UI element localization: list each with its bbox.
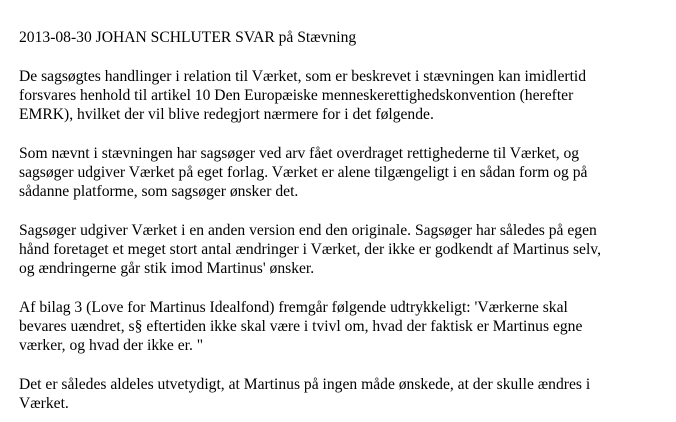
paragraph-line: EMRK), hvilket der vil blive redegjort nærmere for i det følgende. <box>19 106 434 123</box>
paragraph-line: bevares uændret, s§ eftertiden ikke skal være i tvivl om, hvad der faktisk er Martinus egne <box>19 318 583 335</box>
paragraph-line: Som nævnt i stævningen har sagsøger ved arv fået overdraget rettighederne til Værket, og <box>19 145 580 162</box>
paragraph-gap <box>19 355 669 375</box>
paragraph-line: forsvares henhold til artikel 10 Den Europæiske menneskerettighedskonvention (herefter <box>19 87 574 104</box>
paragraph-line: sagsøger udgiver Værket på eget forlag. Værket er alene tilgængeligt i en sådan form og på <box>19 164 588 181</box>
paragraph-line: hånd foretaget et meget stort antal ændringer i Værket, der ikke er godkendt af Martinus selv, <box>19 241 601 258</box>
paragraph-line: Af bilag 3 (Love for Martinus Idealfond) fremgår følgende udtrykkeligt: 'Værkerne skal <box>19 299 568 316</box>
paragraph-line: Værket. <box>19 395 69 412</box>
paragraph-gap <box>19 278 669 298</box>
paragraph-line: og ændringerne går stik imod Martinus' ønsker. <box>19 260 315 277</box>
paragraph-line: sådanne platforme, som sagsøger ønsker det. <box>19 183 299 200</box>
paragraph-gap <box>19 124 669 144</box>
paragraph-line: De sagsøgtes handlinger i relation til Værket, som er beskrevet i stævningen kan imidlertid <box>19 68 587 85</box>
document-title: 2013-08-30 JOHAN SCHLUTER SVAR på Stævning <box>19 29 357 46</box>
paragraph-line: Sagsøger udgiver Værket i en anden version end den originale. Sagsøger har således på egen <box>19 222 597 239</box>
paragraph-line: værker, og hvad der ikke er. " <box>19 337 204 354</box>
paragraph-5 <box>19 375 669 413</box>
paragraph-2 <box>19 144 669 201</box>
paragraph-3 <box>19 221 669 278</box>
paragraph-4 <box>19 298 669 355</box>
document-body <box>19 28 669 413</box>
paragraph-1 <box>19 67 669 124</box>
paragraph-gap <box>19 47 669 67</box>
paragraph-gap <box>19 201 669 221</box>
paragraph-line: Det er således aldeles utvetydigt, at Martinus på ingen måde ønskede, at der skulle ændres i <box>19 376 591 393</box>
